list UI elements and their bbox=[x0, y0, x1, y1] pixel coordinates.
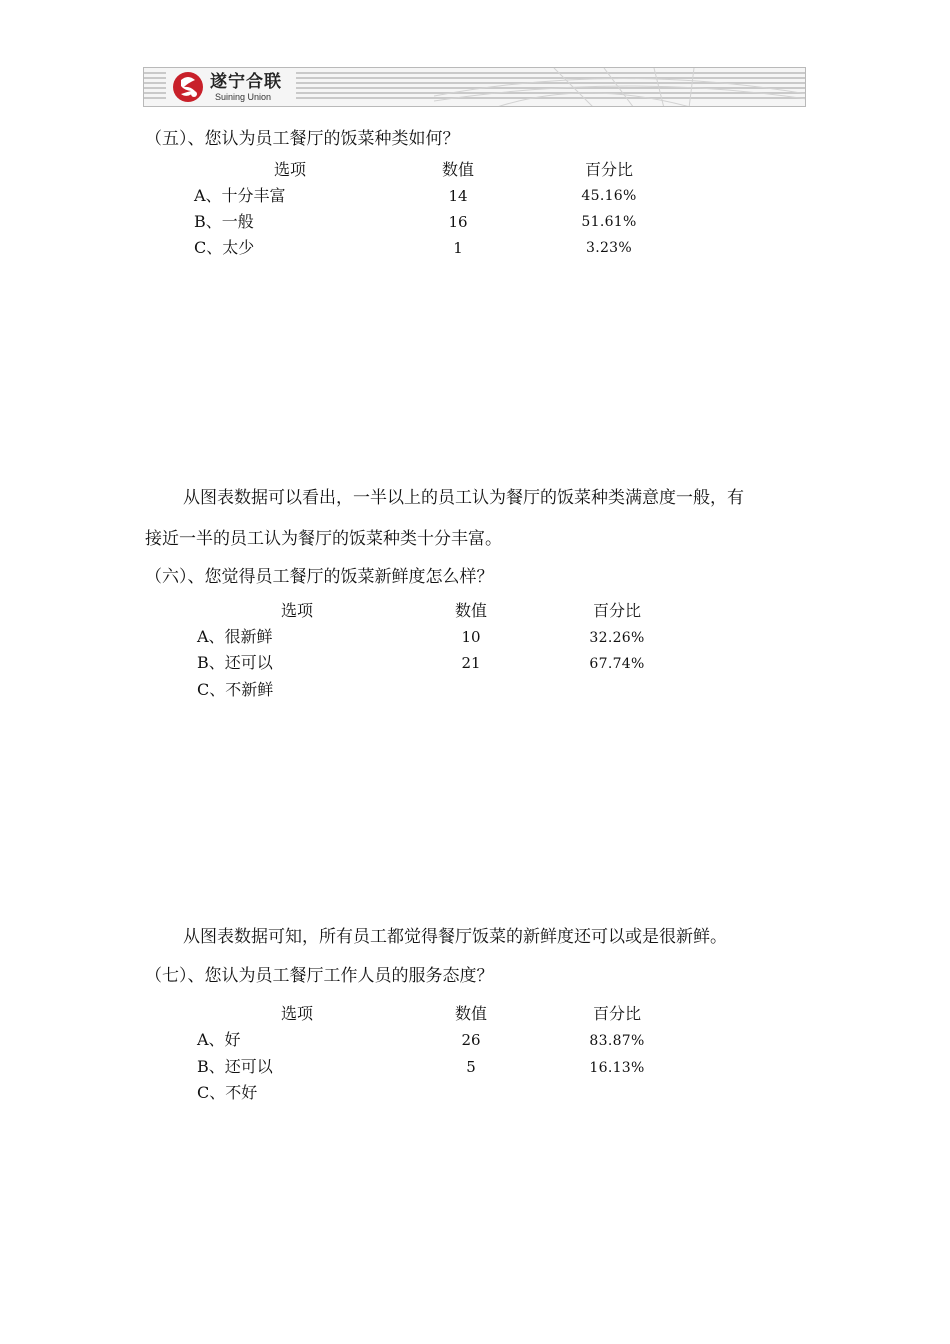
section5-analysis-line1: 从图表数据可以看出，一半以上的员工认为餐厅的饭菜种类满意度一般，有 bbox=[183, 488, 744, 508]
section5-row1-value: 14 bbox=[448, 187, 468, 205]
section6-header-value: 数值 bbox=[454, 601, 488, 620]
section7-row2-option: B、还可以 bbox=[197, 1057, 273, 1076]
logo-chinese-text: 遂宁合联 bbox=[210, 72, 282, 92]
section6-header-percent: 百分比 bbox=[592, 601, 642, 620]
section5-header-option: 选项 bbox=[273, 160, 307, 179]
section7-header-percent: 百分比 bbox=[592, 1004, 642, 1023]
section7-header-value: 数值 bbox=[454, 1004, 488, 1023]
section6-row1-percent: 32.26% bbox=[589, 630, 645, 646]
section5-title: （五）、您认为员工餐厅的饭菜种类如何？ bbox=[145, 129, 460, 149]
section7-title: （七）、您认为员工餐厅工作人员的服务态度？ bbox=[145, 966, 494, 986]
section7-row1-value: 26 bbox=[461, 1031, 481, 1049]
section6-analysis: 从图表数据可知，所有员工都觉得餐厅饭菜的新鲜度还可以或是很新鲜。 bbox=[183, 927, 727, 947]
section5-analysis-line2: 接近一半的员工认为餐厅的饭菜种类十分丰富。 bbox=[145, 529, 502, 549]
logo-english-text: Suining Union bbox=[215, 92, 272, 102]
section7-row1-option: A、好 bbox=[197, 1030, 241, 1049]
company-logo bbox=[166, 70, 296, 106]
section6-row2-percent: 67.74% bbox=[589, 656, 645, 672]
section5-row1-percent: 45.16% bbox=[581, 188, 637, 204]
section6-row1-option: A、很新鲜 bbox=[197, 627, 273, 646]
section6-row1-value: 10 bbox=[461, 628, 481, 646]
section7-header-option: 选项 bbox=[280, 1004, 314, 1023]
section5-header-percent: 百分比 bbox=[584, 160, 634, 179]
section5-row3-value: 1 bbox=[453, 239, 463, 257]
section7-row2-percent: 16.13% bbox=[589, 1060, 645, 1076]
section7-row3-option: C、不好 bbox=[197, 1083, 258, 1102]
section5-row2-percent: 51.61% bbox=[581, 214, 637, 230]
logo-mark-icon bbox=[172, 71, 204, 103]
section5-row1-option: A、十分丰富 bbox=[194, 186, 286, 205]
section5-header-value: 数值 bbox=[441, 160, 475, 179]
section5-row3-percent: 3.23% bbox=[586, 240, 632, 256]
section6-header-option: 选项 bbox=[280, 601, 314, 620]
section5-row3-option: C、太少 bbox=[194, 238, 255, 257]
section5-row2-option: B、一般 bbox=[194, 212, 254, 231]
globe-lines-decoration bbox=[434, 68, 806, 107]
section7-row2-value: 5 bbox=[466, 1058, 476, 1076]
section7-row1-percent: 83.87% bbox=[589, 1033, 645, 1049]
section6-row2-value: 21 bbox=[461, 654, 481, 672]
section5-row2-value: 16 bbox=[448, 213, 468, 231]
section6-row2-option: B、还可以 bbox=[197, 653, 273, 672]
section6-title: （六）、您觉得员工餐厅的饭菜新鲜度怎么样？ bbox=[145, 567, 494, 587]
section6-row3-option: C、不新鲜 bbox=[197, 680, 274, 699]
document-header bbox=[143, 67, 806, 107]
